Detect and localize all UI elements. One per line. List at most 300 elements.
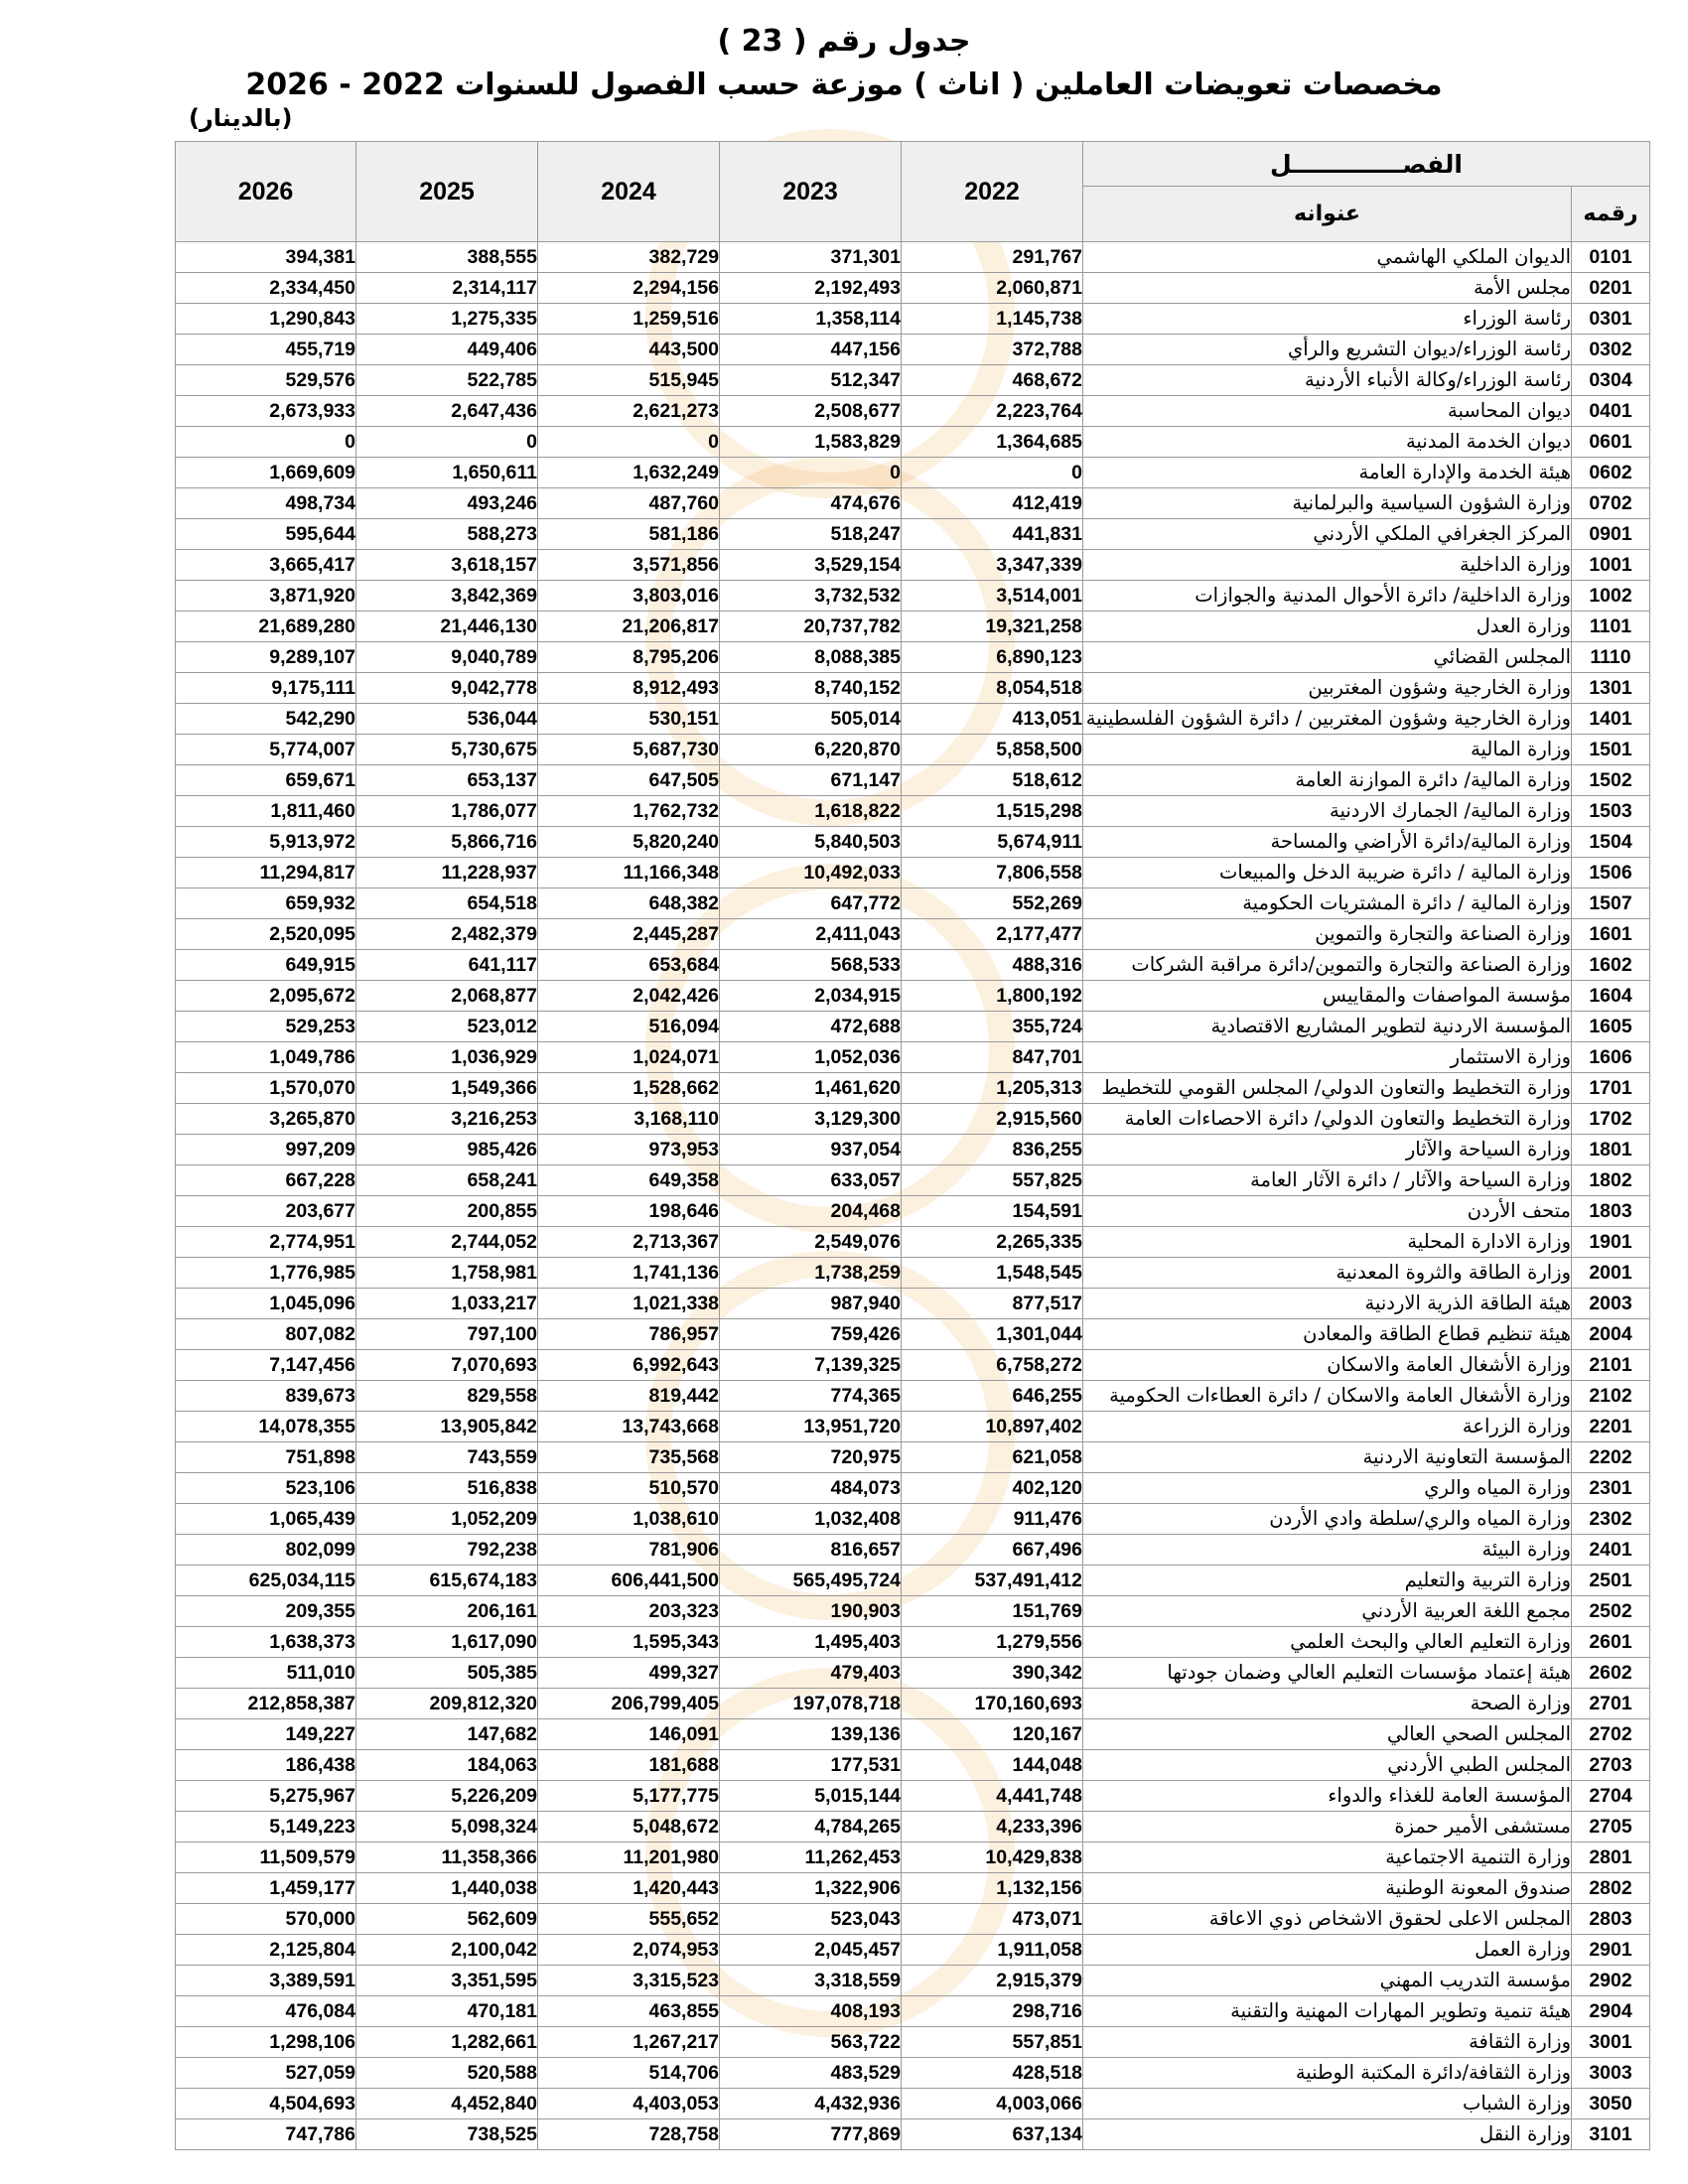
cell-2022: 1,548,545 [902,1258,1083,1289]
cell-2026: 5,275,967 [176,1781,356,1812]
table-row [176,1442,1650,1473]
cell-chapter-code: 2102 [1572,1381,1650,1412]
cell-2024: 5,820,240 [538,827,720,858]
cell-2026: 1,776,985 [176,1258,356,1289]
cell-chapter-name: وزارة التخطيط والتعاون الدولي/ دائرة الاحصاءات العامة [1083,1104,1572,1135]
cell-2022: 1,145,738 [902,304,1083,335]
cell-2025: 206,161 [356,1596,538,1627]
column-header-2024: 2024 [538,142,720,242]
cell-2026: 394,381 [176,242,356,273]
cell-2026: 5,774,007 [176,735,356,765]
cell-2026: 5,149,223 [176,1812,356,1843]
table-row [176,2119,1650,2150]
cell-chapter-name: الديوان الملكي الهاشمي [1083,242,1572,273]
table-row [176,1135,1650,1165]
cell-2024: 514,706 [538,2058,720,2089]
cell-chapter-code: 2301 [1572,1473,1650,1504]
cell-2022: 2,177,477 [902,919,1083,950]
cell-2023: 447,156 [720,335,902,365]
cell-2022: 637,134 [902,2119,1083,2150]
cell-2022: 1,132,156 [902,1873,1083,1904]
cell-2026: 1,638,373 [176,1627,356,1658]
cell-2025: 493,246 [356,488,538,519]
cell-2025: 209,812,320 [356,1689,538,1719]
cell-2024: 13,743,668 [538,1412,720,1442]
cell-2022: 6,758,272 [902,1350,1083,1381]
cell-2025: 1,758,981 [356,1258,538,1289]
cell-2024: 735,568 [538,1442,720,1473]
cell-2022: 298,716 [902,1996,1083,2027]
cell-2023: 1,358,114 [720,304,902,335]
cell-2023: 3,129,300 [720,1104,902,1135]
cell-2025: 653,137 [356,765,538,796]
cell-2023: 11,262,453 [720,1843,902,1873]
table-row [176,1012,1650,1042]
cell-chapter-code: 1701 [1572,1073,1650,1104]
cell-2024: 1,420,443 [538,1873,720,1904]
cell-2024: 2,445,287 [538,919,720,950]
cell-2025: 1,786,077 [356,796,538,827]
cell-2024: 648,382 [538,888,720,919]
cell-2025: 1,275,335 [356,304,538,335]
cell-2023: 5,840,503 [720,827,902,858]
cell-chapter-name: مستشفى الأمير حمزة [1083,1812,1572,1843]
cell-2026: 7,147,456 [176,1350,356,1381]
cell-2024: 463,855 [538,1996,720,2027]
table-row [176,704,1650,735]
cell-2023: 1,583,829 [720,427,902,458]
cell-2022: 6,890,123 [902,642,1083,673]
cell-chapter-code: 0302 [1572,335,1650,365]
cell-2026: 11,509,579 [176,1843,356,1873]
cell-2025: 522,785 [356,365,538,396]
cell-2024: 2,042,426 [538,981,720,1012]
cell-2023: 197,078,718 [720,1689,902,1719]
cell-chapter-name: وزارة المياه والري/سلطة وادي الأردن [1083,1504,1572,1535]
cell-2024: 530,151 [538,704,720,735]
cell-chapter-code: 1501 [1572,735,1650,765]
cell-2026: 1,570,070 [176,1073,356,1104]
table-row [176,458,1650,488]
column-header-2025: 2025 [356,142,538,242]
cell-chapter-name: رئاسة الوزراء/ديوان التشريع والرأي [1083,335,1572,365]
cell-2025: 3,618,157 [356,550,538,581]
cell-2024: 2,294,156 [538,273,720,304]
cell-chapter-name: مؤسسة المواصفات والمقاييس [1083,981,1572,1012]
cell-2023: 371,301 [720,242,902,273]
cell-chapter-code: 1702 [1572,1104,1650,1135]
cell-2022: 2,223,764 [902,396,1083,427]
cell-2024: 1,267,217 [538,2027,720,2058]
table-row [176,1658,1650,1689]
cell-chapter-code: 2602 [1572,1658,1650,1689]
table-row [176,673,1650,704]
cell-2022: 877,517 [902,1289,1083,1319]
cell-2026: 2,673,933 [176,396,356,427]
cell-2022: 390,342 [902,1658,1083,1689]
cell-chapter-code: 2202 [1572,1442,1650,1473]
table-row [176,1319,1650,1350]
cell-2022: 646,255 [902,1381,1083,1412]
cell-2023: 512,347 [720,365,902,396]
table-row [176,1627,1650,1658]
cell-2026: 570,000 [176,1904,356,1935]
cell-2023: 1,032,408 [720,1504,902,1535]
cell-chapter-code: 1802 [1572,1165,1650,1196]
table-row [176,1196,1650,1227]
cell-chapter-name: وزارة التربية والتعليم [1083,1566,1572,1596]
cell-2025: 1,036,929 [356,1042,538,1073]
cell-2023: 6,220,870 [720,735,902,765]
cell-2026: 209,355 [176,1596,356,1627]
cell-2026: 2,095,672 [176,981,356,1012]
cell-2022: 428,518 [902,2058,1083,2089]
cell-chapter-code: 1506 [1572,858,1650,888]
cell-2026: 186,438 [176,1750,356,1781]
cell-chapter-name: هيئة إعتماد مؤسسات التعليم العالي وضمان جودتها [1083,1658,1572,1689]
cell-2022: 291,767 [902,242,1083,273]
cell-2025: 1,033,217 [356,1289,538,1319]
cell-2022: 402,120 [902,1473,1083,1504]
table-row [176,581,1650,612]
cell-chapter-code: 1604 [1572,981,1650,1012]
cell-2024: 0 [538,427,720,458]
table-row [176,1719,1650,1750]
table-row [176,1504,1650,1535]
cell-2026: 649,915 [176,950,356,981]
cell-2022: 4,003,066 [902,2089,1083,2119]
cell-2025: 21,446,130 [356,612,538,642]
cell-2025: 11,358,366 [356,1843,538,1873]
cell-2022: 836,255 [902,1135,1083,1165]
cell-2024: 5,177,775 [538,1781,720,1812]
cell-2023: 2,508,677 [720,396,902,427]
table-row [176,612,1650,642]
cell-chapter-name: المجلس الطبي الأردني [1083,1750,1572,1781]
cell-2025: 9,042,778 [356,673,538,704]
cell-2022: 3,347,339 [902,550,1083,581]
cell-chapter-code: 2003 [1572,1289,1650,1319]
cell-chapter-code: 2001 [1572,1258,1650,1289]
table-row [176,1104,1650,1135]
page-title: مخصصات تعويضات العاملين ( اناث ) موزعة حسب الفصول للسنوات 2022 - 2026 [245,68,1443,102]
cell-chapter-name: وزارة التنمية الاجتماعية [1083,1843,1572,1873]
cell-2026: 1,049,786 [176,1042,356,1073]
table-row [176,1812,1650,1843]
cell-2026: 595,644 [176,519,356,550]
cell-2025: 5,098,324 [356,1812,538,1843]
cell-2026: 2,774,951 [176,1227,356,1258]
cell-chapter-name: ديوان الخدمة المدنية [1083,427,1572,458]
cell-2025: 797,100 [356,1319,538,1350]
cell-2024: 8,795,206 [538,642,720,673]
cell-2025: 449,406 [356,335,538,365]
cell-2023: 563,722 [720,2027,902,2058]
cell-2025: 738,525 [356,2119,538,2150]
cell-2023: 1,738,259 [720,1258,902,1289]
header-row [176,142,1650,187]
cell-2024: 1,632,249 [538,458,720,488]
cell-chapter-name: وزارة الثقافة [1083,2027,1572,2058]
table-row [176,642,1650,673]
cell-2024: 5,048,672 [538,1812,720,1843]
cell-2025: 3,216,253 [356,1104,538,1135]
cell-2026: 3,665,417 [176,550,356,581]
cell-2026: 1,298,106 [176,2027,356,2058]
cell-chapter-name: وزارة الاستثمار [1083,1042,1572,1073]
cell-2022: 518,612 [902,765,1083,796]
cell-chapter-name: صندوق المعونة الوطنية [1083,1873,1572,1904]
cell-chapter-code: 2004 [1572,1319,1650,1350]
table-row [176,1689,1650,1719]
cell-chapter-name: وزارة المالية/دائرة الأراضي والمساحة [1083,827,1572,858]
cell-2026: 751,898 [176,1442,356,1473]
cell-2023: 1,461,620 [720,1073,902,1104]
cell-2026: 542,290 [176,704,356,735]
table-row [176,1227,1650,1258]
cell-2026: 203,677 [176,1196,356,1227]
cell-2023: 2,411,043 [720,919,902,950]
cell-2022: 667,496 [902,1535,1083,1566]
cell-chapter-code: 0201 [1572,273,1650,304]
cell-2026: 498,734 [176,488,356,519]
table-row [176,1289,1650,1319]
cell-2024: 5,687,730 [538,735,720,765]
cell-2022: 4,233,396 [902,1812,1083,1843]
cell-2025: 3,842,369 [356,581,538,612]
cell-chapter-code: 2401 [1572,1535,1650,1566]
cell-chapter-name: وزارة الزراعة [1083,1412,1572,1442]
cell-chapter-name: هيئة تنمية وتطوير المهارات المهنية والتقنية [1083,1996,1572,2027]
cell-2026: 511,010 [176,1658,356,1689]
table-row [176,950,1650,981]
cell-2026: 5,913,972 [176,827,356,858]
cell-2024: 516,094 [538,1012,720,1042]
cell-chapter-code: 2701 [1572,1689,1650,1719]
cell-2026: 659,932 [176,888,356,919]
cell-2026: 1,459,177 [176,1873,356,1904]
cell-2024: 555,652 [538,1904,720,1935]
cell-2026: 1,065,439 [176,1504,356,1535]
cell-2023: 647,772 [720,888,902,919]
cell-2023: 472,688 [720,1012,902,1042]
cell-2026: 529,576 [176,365,356,396]
cell-chapter-name: هيئة تنظيم قطاع الطاقة والمعادن [1083,1319,1572,1350]
cell-2024: 21,206,817 [538,612,720,642]
cell-2024: 203,323 [538,1596,720,1627]
cell-2022: 1,515,298 [902,796,1083,827]
cell-2025: 654,518 [356,888,538,919]
cell-2025: 829,558 [356,1381,538,1412]
cell-2022: 473,071 [902,1904,1083,1935]
cell-2023: 523,043 [720,1904,902,1935]
cell-2022: 468,672 [902,365,1083,396]
cell-2025: 200,855 [356,1196,538,1227]
table-row [176,304,1650,335]
cell-2024: 146,091 [538,1719,720,1750]
cell-2025: 2,100,042 [356,1935,538,1966]
cell-2025: 743,559 [356,1442,538,1473]
cell-2026: 839,673 [176,1381,356,1412]
cell-2025: 5,730,675 [356,735,538,765]
cell-chapter-code: 0101 [1572,242,1650,273]
cell-2023: 3,732,532 [720,581,902,612]
cell-2026: 807,082 [176,1319,356,1350]
cell-2023: 10,492,033 [720,858,902,888]
cell-2026: 1,045,096 [176,1289,356,1319]
cell-2023: 1,052,036 [720,1042,902,1073]
cell-2022: 488,316 [902,950,1083,981]
cell-2022: 5,858,500 [902,735,1083,765]
cell-2024: 6,992,643 [538,1350,720,1381]
cell-2026: 9,175,111 [176,673,356,704]
table-row [176,1750,1650,1781]
cell-2026: 1,290,843 [176,304,356,335]
cell-chapter-code: 2705 [1572,1812,1650,1843]
cell-chapter-name: وزارة الصحة [1083,1689,1572,1719]
cell-2023: 479,403 [720,1658,902,1689]
cell-2024: 1,741,136 [538,1258,720,1289]
cell-2023: 565,495,724 [720,1566,902,1596]
table-row [176,1073,1650,1104]
cell-chapter-code: 0702 [1572,488,1650,519]
table-row [176,1165,1650,1196]
cell-chapter-code: 1803 [1572,1196,1650,1227]
cell-chapter-name: وزارة الخارجية وشؤون المغتربين / دائرة الشؤون الفلسطينية [1083,704,1572,735]
table-row [176,396,1650,427]
cell-2023: 720,975 [720,1442,902,1473]
cell-chapter-code: 2904 [1572,1996,1650,2027]
cell-2022: 557,851 [902,2027,1083,2058]
cell-chapter-code: 1502 [1572,765,1650,796]
cell-2026: 0 [176,427,356,458]
cell-2025: 523,012 [356,1012,538,1042]
cell-2025: 7,070,693 [356,1350,538,1381]
cell-chapter-name: وزارة الأشغال العامة والاسكان [1083,1350,1572,1381]
cell-chapter-name: وزارة الشؤون السياسية والبرلمانية [1083,488,1572,519]
cell-chapter-code: 0301 [1572,304,1650,335]
cell-2024: 3,315,523 [538,1966,720,1996]
cell-2024: 1,595,343 [538,1627,720,1658]
cell-2025: 0 [356,427,538,458]
cell-chapter-name: وزارة الثقافة/دائرة المكتبة الوطنية [1083,2058,1572,2089]
cell-chapter-name: وزارة النقل [1083,2119,1572,2150]
cell-2024: 3,168,110 [538,1104,720,1135]
cell-2026: 2,334,450 [176,273,356,304]
cell-2025: 505,385 [356,1658,538,1689]
cell-2022: 2,915,379 [902,1966,1083,1996]
cell-2024: 1,024,071 [538,1042,720,1073]
cell-2023: 190,903 [720,1596,902,1627]
cell-2022: 10,897,402 [902,1412,1083,1442]
cell-2022: 441,831 [902,519,1083,550]
cell-chapter-name: ديوان المحاسبة [1083,396,1572,427]
table-row [176,735,1650,765]
cell-chapter-name: وزارة الشباب [1083,2089,1572,2119]
cell-2023: 1,322,906 [720,1873,902,1904]
cell-chapter-name: وزارة الطاقة والثروة المعدنية [1083,1258,1572,1289]
cell-chapter-name: المجلس الاعلى لحقوق الاشخاص ذوي الاعاقة [1083,1904,1572,1935]
cell-chapter-code: 1606 [1572,1042,1650,1073]
cell-2024: 581,186 [538,519,720,550]
cell-chapter-name: وزارة المياه والري [1083,1473,1572,1504]
column-header-code: رقمه [1572,187,1650,242]
cell-2024: 8,912,493 [538,673,720,704]
cell-2026: 14,078,355 [176,1412,356,1442]
cell-2022: 10,429,838 [902,1843,1083,1873]
cell-2024: 443,500 [538,335,720,365]
cell-chapter-name: وزارة الأشغال العامة والاسكان / دائرة العطاءات الحكومية [1083,1381,1572,1412]
column-header-2026: 2026 [176,142,356,242]
cell-2023: 4,432,936 [720,2089,902,2119]
cell-chapter-code: 1503 [1572,796,1650,827]
cell-chapter-code: 1801 [1572,1135,1650,1165]
cell-2024: 3,571,856 [538,550,720,581]
cell-2022: 5,674,911 [902,827,1083,858]
cell-2023: 139,136 [720,1719,902,1750]
cell-chapter-name: وزارة البيئة [1083,1535,1572,1566]
table-number: جدول رقم ( 23 ) [717,24,971,59]
cell-chapter-code: 1110 [1572,642,1650,673]
cell-2025: 5,226,209 [356,1781,538,1812]
cell-chapter-code: 1001 [1572,550,1650,581]
cell-2024: 382,729 [538,242,720,273]
cell-2025: 2,744,052 [356,1227,538,1258]
cell-2022: 1,800,192 [902,981,1083,1012]
cell-chapter-name: وزارة الداخلية [1083,550,1572,581]
cell-2025: 516,838 [356,1473,538,1504]
cell-chapter-code: 2201 [1572,1412,1650,1442]
cell-chapter-name: المؤسسة الاردنية لتطوير المشاريع الاقتصادية [1083,1012,1572,1042]
cell-chapter-name: وزارة السياحة والآثار / دائرة الآثار العامة [1083,1165,1572,1196]
table-row [176,1350,1650,1381]
cell-2026: 1,669,609 [176,458,356,488]
cell-2023: 937,054 [720,1135,902,1165]
cell-2024: 1,038,610 [538,1504,720,1535]
cell-2024: 1,528,662 [538,1073,720,1104]
table-row [176,1996,1650,2027]
cell-2026: 212,858,387 [176,1689,356,1719]
table-row [176,888,1650,919]
cell-2023: 8,740,152 [720,673,902,704]
cell-2023: 20,737,782 [720,612,902,642]
table-row [176,519,1650,550]
cell-chapter-code: 3001 [1572,2027,1650,2058]
cell-chapter-name: وزارة الادارة المحلية [1083,1227,1572,1258]
cell-2026: 11,294,817 [176,858,356,888]
cell-2024: 973,953 [538,1135,720,1165]
cell-2023: 204,468 [720,1196,902,1227]
table-row [176,1258,1650,1289]
cell-chapter-code: 1901 [1572,1227,1650,1258]
table-row [176,1935,1650,1966]
cell-chapter-name: وزارة المالية / دائرة المشتريات الحكومية [1083,888,1572,919]
table-row [176,2058,1650,2089]
cell-2025: 641,117 [356,950,538,981]
table-row [176,365,1650,396]
cell-2023: 483,529 [720,2058,902,2089]
cell-2026: 667,228 [176,1165,356,1196]
cell-2023: 759,426 [720,1319,902,1350]
cell-2025: 11,228,937 [356,858,538,888]
currency-unit: (بالدينار) [189,104,293,132]
cell-chapter-name: وزارة التخطيط والتعاون الدولي/ المجلس القومي للتخطيط [1083,1073,1572,1104]
cell-2022: 0 [902,458,1083,488]
cell-2025: 658,241 [356,1165,538,1196]
cell-2023: 3,529,154 [720,550,902,581]
cell-chapter-name: متحف الأردن [1083,1196,1572,1227]
table-row [176,765,1650,796]
